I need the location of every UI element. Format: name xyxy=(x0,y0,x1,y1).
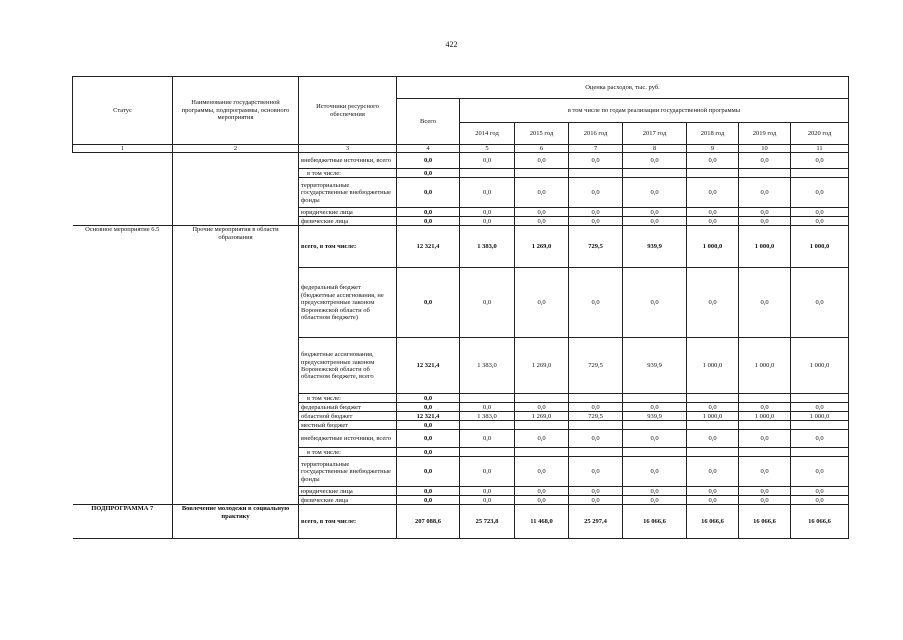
value-cell: 1 000,0 xyxy=(791,412,849,421)
value-cell: 1 000,0 xyxy=(687,338,739,394)
value-cell: 0,0 xyxy=(397,217,460,226)
value-cell: 0,0 xyxy=(791,430,849,448)
value-cell: 0,0 xyxy=(687,268,739,338)
value-cell: 0,0 xyxy=(623,217,687,226)
column-number: 10 xyxy=(739,145,791,153)
value-cell: 939,9 xyxy=(623,338,687,394)
value-cell: 0,0 xyxy=(515,457,569,487)
status-cell-empty xyxy=(73,153,173,226)
value-cell: 0,0 xyxy=(460,153,515,169)
value-cell: 1 000,0 xyxy=(791,226,849,268)
value-cell: 0,0 xyxy=(460,217,515,226)
value-cell xyxy=(515,421,569,430)
value-cell: 0,0 xyxy=(687,208,739,217)
value-cell: 0,0 xyxy=(569,153,623,169)
column-number: 1 xyxy=(73,145,173,153)
table-row xyxy=(73,505,849,539)
year-header: 2017 год xyxy=(623,123,687,145)
value-cell: 0,0 xyxy=(460,208,515,217)
source-cell: физические лица xyxy=(299,217,397,226)
value-cell: 0,0 xyxy=(460,496,515,505)
value-cell: 0,0 xyxy=(569,208,623,217)
value-cell: 16 066,6 xyxy=(687,505,739,539)
year-header: 2016 год xyxy=(569,123,623,145)
value-cell: 12 321,4 xyxy=(397,338,460,394)
value-cell xyxy=(569,394,623,403)
value-cell: 0,0 xyxy=(687,496,739,505)
header-sources: Источники ресурсного обеспечения xyxy=(299,77,397,145)
value-cell: 729,5 xyxy=(569,226,623,268)
value-cell: 25 297,4 xyxy=(569,505,623,539)
value-cell: 0,0 xyxy=(515,178,569,208)
value-cell: 0,0 xyxy=(460,457,515,487)
value-cell xyxy=(739,448,791,457)
value-cell: 0,0 xyxy=(569,496,623,505)
value-cell: 0,0 xyxy=(687,178,739,208)
name-cell-empty xyxy=(173,153,299,226)
value-cell: 0,0 xyxy=(623,430,687,448)
value-cell: 0,0 xyxy=(397,394,460,403)
source-cell: областной бюджет xyxy=(299,412,397,421)
source-cell: в том числе: xyxy=(299,394,397,403)
value-cell xyxy=(791,421,849,430)
status-cell: ПОДПРОГРАММА 7 xyxy=(73,505,173,539)
column-number: 2 xyxy=(173,145,299,153)
value-cell: 939,9 xyxy=(623,412,687,421)
column-number: 4 xyxy=(397,145,460,153)
value-cell: 0,0 xyxy=(623,457,687,487)
table-row xyxy=(73,226,849,268)
value-cell: 1 000,0 xyxy=(739,226,791,268)
value-cell: 1 383,0 xyxy=(460,338,515,394)
value-cell: 16 066,6 xyxy=(623,505,687,539)
value-cell: 0,0 xyxy=(739,153,791,169)
value-cell xyxy=(739,394,791,403)
value-cell: 0,0 xyxy=(460,487,515,496)
value-cell: 0,0 xyxy=(687,430,739,448)
source-cell: всего, в том числе: xyxy=(299,226,397,268)
column-number: 5 xyxy=(460,145,515,153)
source-cell: физические лица xyxy=(299,496,397,505)
value-cell: 16 066,6 xyxy=(739,505,791,539)
value-cell: 0,0 xyxy=(687,457,739,487)
source-cell: внебюджетные источники, всего xyxy=(299,153,397,169)
value-cell: 0,0 xyxy=(687,487,739,496)
value-cell xyxy=(791,394,849,403)
column-number: 3 xyxy=(299,145,397,153)
value-cell: 0,0 xyxy=(515,403,569,412)
value-cell: 0,0 xyxy=(739,487,791,496)
value-cell: 729,5 xyxy=(569,412,623,421)
source-cell: юридические лица xyxy=(299,487,397,496)
value-cell: 0,0 xyxy=(397,430,460,448)
source-cell: территориальные государственные внебюджетные фонды xyxy=(299,178,397,208)
year-header: 2018 год xyxy=(687,123,739,145)
value-cell: 0,0 xyxy=(791,178,849,208)
status-cell: Основное мероприятие 6.5 xyxy=(73,226,173,505)
value-cell: 12 321,4 xyxy=(397,226,460,268)
value-cell: 0,0 xyxy=(515,268,569,338)
header-by-years: в том числе по годам реализации государственной программы xyxy=(460,99,849,123)
value-cell xyxy=(569,169,623,178)
table-row xyxy=(73,153,849,169)
value-cell: 0,0 xyxy=(397,457,460,487)
value-cell: 0,0 xyxy=(791,403,849,412)
value-cell: 0,0 xyxy=(623,496,687,505)
value-cell xyxy=(687,394,739,403)
value-cell: 729,5 xyxy=(569,338,623,394)
value-cell: 0,0 xyxy=(791,153,849,169)
value-cell xyxy=(687,448,739,457)
value-cell xyxy=(623,421,687,430)
value-cell: 0,0 xyxy=(569,217,623,226)
value-cell: 0,0 xyxy=(397,169,460,178)
value-cell: 0,0 xyxy=(623,403,687,412)
value-cell xyxy=(515,394,569,403)
source-cell: в том числе: xyxy=(299,448,397,457)
column-numbers-row xyxy=(73,145,849,153)
header-estimate: Оценка расходов, тыс. руб. xyxy=(397,77,849,99)
source-cell: бюджетные ассигнования, предусмотренные законом Воронежской области об областном бюджете, всего xyxy=(299,338,397,394)
value-cell xyxy=(515,169,569,178)
value-cell: 0,0 xyxy=(739,430,791,448)
column-number: 9 xyxy=(687,145,739,153)
value-cell: 0,0 xyxy=(460,178,515,208)
value-cell: 0,0 xyxy=(623,208,687,217)
value-cell: 0,0 xyxy=(791,268,849,338)
value-cell: 0,0 xyxy=(515,208,569,217)
value-cell: 11 468,0 xyxy=(515,505,569,539)
header-name: Наименование государственной программы, подпрограммы, основного мероприятия xyxy=(173,77,299,145)
value-cell: 1 000,0 xyxy=(739,338,791,394)
value-cell xyxy=(791,448,849,457)
value-cell xyxy=(791,169,849,178)
name-cell: Вовлечение молодежи в социальную практику xyxy=(173,505,299,539)
value-cell: 25 723,8 xyxy=(460,505,515,539)
header-total: Всего xyxy=(397,99,460,145)
value-cell: 0,0 xyxy=(569,430,623,448)
value-cell: 0,0 xyxy=(569,178,623,208)
year-header: 2019 год xyxy=(739,123,791,145)
value-cell: 1 269,0 xyxy=(515,412,569,421)
value-cell: 0,0 xyxy=(687,153,739,169)
value-cell: 1 000,0 xyxy=(687,226,739,268)
value-cell: 1 000,0 xyxy=(687,412,739,421)
value-cell: 0,0 xyxy=(687,403,739,412)
source-cell: федеральный бюджет xyxy=(299,403,397,412)
value-cell: 207 088,6 xyxy=(397,505,460,539)
year-header: 2015 год xyxy=(515,123,569,145)
year-header: 2020 год xyxy=(791,123,849,145)
source-cell: в том числе: xyxy=(299,169,397,178)
value-cell xyxy=(739,169,791,178)
value-cell: 0,0 xyxy=(739,496,791,505)
source-cell: местный бюджет xyxy=(299,421,397,430)
value-cell xyxy=(460,169,515,178)
value-cell: 0,0 xyxy=(791,217,849,226)
value-cell: 0,0 xyxy=(397,268,460,338)
value-cell: 0,0 xyxy=(397,421,460,430)
value-cell: 1 000,0 xyxy=(739,412,791,421)
value-cell: 0,0 xyxy=(623,153,687,169)
value-cell: 0,0 xyxy=(460,403,515,412)
value-cell: 16 066,6 xyxy=(791,505,849,539)
value-cell: 0,0 xyxy=(397,153,460,169)
value-cell xyxy=(460,394,515,403)
value-cell: 0,0 xyxy=(569,487,623,496)
value-cell: 0,0 xyxy=(515,496,569,505)
value-cell: 0,0 xyxy=(515,487,569,496)
year-header: 2014 год xyxy=(460,123,515,145)
value-cell xyxy=(687,169,739,178)
value-cell xyxy=(739,421,791,430)
value-cell xyxy=(515,448,569,457)
value-cell xyxy=(687,421,739,430)
value-cell: 0,0 xyxy=(515,430,569,448)
value-cell: 0,0 xyxy=(460,268,515,338)
value-cell xyxy=(460,421,515,430)
value-cell: 0,0 xyxy=(569,457,623,487)
value-cell: 1 000,0 xyxy=(791,338,849,394)
value-cell xyxy=(460,448,515,457)
source-cell: всего, в том числе: xyxy=(299,505,397,539)
column-number: 7 xyxy=(569,145,623,153)
value-cell: 0,0 xyxy=(739,268,791,338)
value-cell: 0,0 xyxy=(739,178,791,208)
column-number: 8 xyxy=(623,145,687,153)
value-cell: 0,0 xyxy=(397,208,460,217)
value-cell: 0,0 xyxy=(739,208,791,217)
expenditure-table xyxy=(72,76,849,539)
value-cell: 939,9 xyxy=(623,226,687,268)
value-cell: 0,0 xyxy=(397,448,460,457)
page-number: 422 xyxy=(445,40,458,49)
value-cell: 0,0 xyxy=(739,217,791,226)
value-cell: 0,0 xyxy=(397,178,460,208)
value-cell: 0,0 xyxy=(739,403,791,412)
value-cell: 0,0 xyxy=(623,268,687,338)
value-cell: 0,0 xyxy=(397,496,460,505)
value-cell: 0,0 xyxy=(791,208,849,217)
value-cell xyxy=(623,169,687,178)
value-cell: 0,0 xyxy=(515,217,569,226)
value-cell xyxy=(569,421,623,430)
column-number: 11 xyxy=(791,145,849,153)
value-cell xyxy=(623,394,687,403)
value-cell xyxy=(623,448,687,457)
source-cell: федеральный бюджет (бюджетные ассигнования, не предусмотренные законом Воронежской области об областном бюджете) xyxy=(299,268,397,338)
value-cell: 0,0 xyxy=(515,153,569,169)
value-cell: 0,0 xyxy=(739,457,791,487)
value-cell: 0,0 xyxy=(569,403,623,412)
value-cell: 0,0 xyxy=(791,496,849,505)
column-number: 6 xyxy=(515,145,569,153)
value-cell: 0,0 xyxy=(791,457,849,487)
value-cell: 0,0 xyxy=(397,487,460,496)
name-cell: Прочие мероприятия в области образования xyxy=(173,226,299,505)
value-cell: 0,0 xyxy=(569,268,623,338)
value-cell: 0,0 xyxy=(397,403,460,412)
value-cell: 0,0 xyxy=(623,487,687,496)
value-cell: 1 383,0 xyxy=(460,412,515,421)
value-cell: 0,0 xyxy=(687,217,739,226)
value-cell: 1 269,0 xyxy=(515,338,569,394)
source-cell: территориальные государственные внебюджетные фонды xyxy=(299,457,397,487)
source-cell: юридические лица xyxy=(299,208,397,217)
value-cell: 1 383,0 xyxy=(460,226,515,268)
value-cell: 12 321,4 xyxy=(397,412,460,421)
value-cell: 0,0 xyxy=(623,178,687,208)
value-cell: 1 269,0 xyxy=(515,226,569,268)
source-cell: внебюджетные источники, всего xyxy=(299,430,397,448)
value-cell: 0,0 xyxy=(460,430,515,448)
header-status: Статус xyxy=(73,77,173,145)
value-cell: 0,0 xyxy=(791,487,849,496)
value-cell xyxy=(569,448,623,457)
